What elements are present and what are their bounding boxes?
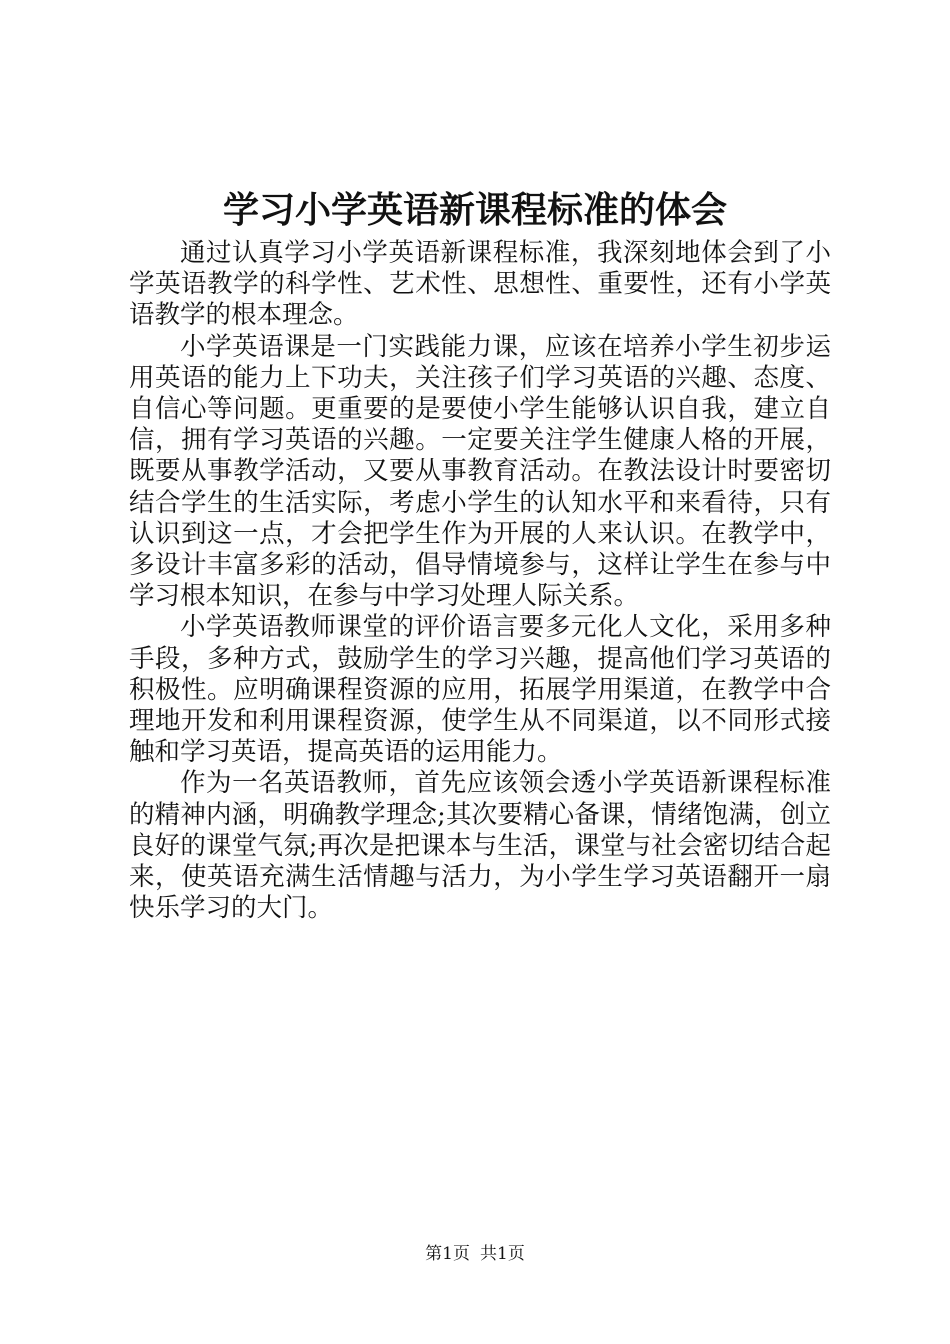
document-body — [129, 238, 831, 924]
page-number-current: 第1页 — [425, 1244, 470, 1264]
paragraph-3: 小学英语教师课堂的评价语言要多元化人文化，采用多种手段，多种方式，鼓励学生的学习兴趣，提高他们学习英语的积极性。应明确课程资源的应用，拓展学用渠道，在教学中合理地开发和利用课程资源，使学生从不同渠道，以不同形式接触和学习英语，提高英语的运用能力。 — [129, 612, 831, 768]
page-number-total: 共1页 — [480, 1244, 525, 1264]
page-footer — [0, 1242, 950, 1266]
paragraph-1: 通过认真学习小学英语新课程标准，我深刻地体会到了小学英语教学的科学性、艺术性、思想性、重要性，还有小学英语教学的根本理念。 — [129, 238, 831, 331]
document-title: 学习小学英语新课程标准的体会 — [222, 189, 727, 231]
paragraph-4: 作为一名英语教师，首先应该领会透小学英语新课程标准的精神内涵，明确教学理念;其次要精心备课，情绪饱满，创立良好的课堂气氛;再次是把课本与生活，课堂与社会密切结合起来，使英语充满生活情趣与活力，为小学生学习英语翻开一扇快乐学习的大门。 — [129, 768, 831, 924]
paragraph-2: 小学英语课是一门实践能力课，应该在培养小学生初步运用英语的能力上下功夫，关注孩子们学习英语的兴趣、态度、自信心等问题。更重要的是要使小学生能够认识自我，建立自信，拥有学习英语的兴趣。一定要关注学生健康人格的开展，既要从事教学活动，又要从事教育活动。在教法设计时要密切结合学生的生活实际，考虑小学生的认知水平和来看待，只有认识到这一点，才会把学生作为开展的人来认识。在教学中，多设计丰富多彩的活动，倡导情境参与，这样让学生在参与中学习根本知识，在参与中学习处理人际关系。 — [129, 331, 831, 612]
